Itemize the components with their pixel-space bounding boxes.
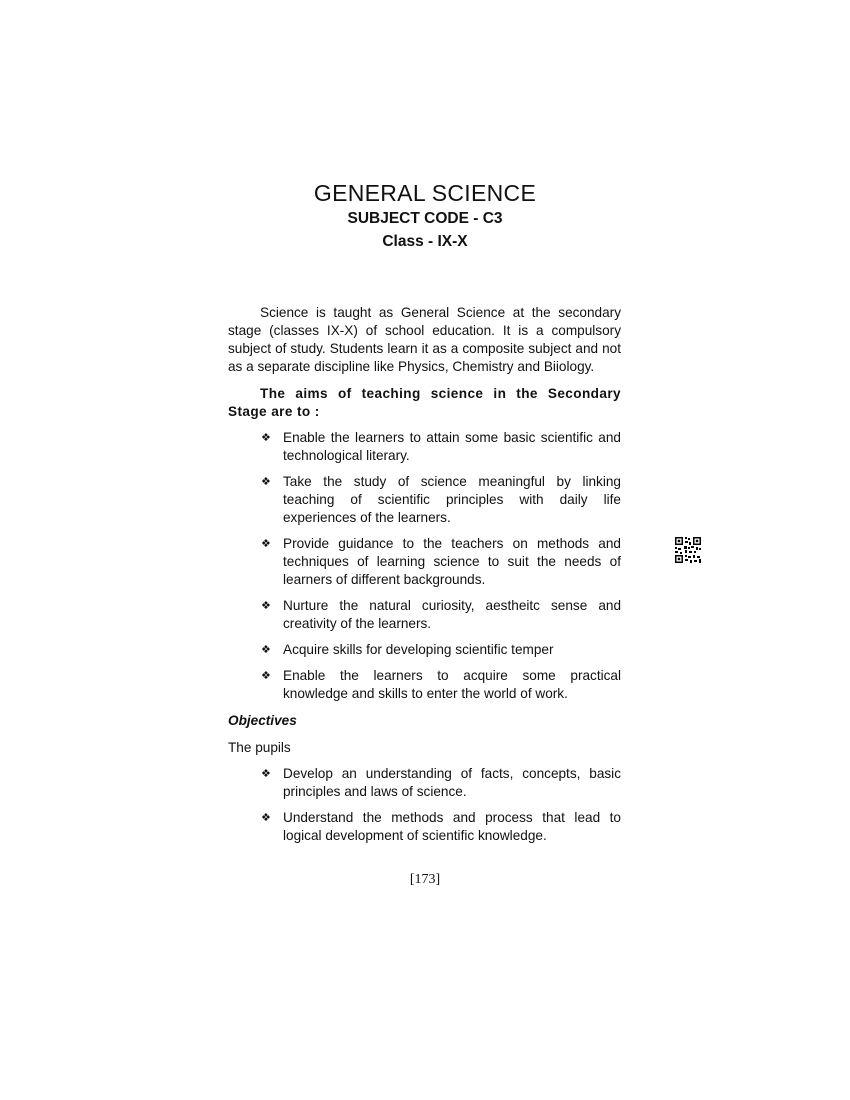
list-item-text: Enable the learners to acquire some practical knowledge and skills to enter the world of work. — [283, 668, 621, 701]
list-item-text: Understand the methods and process that lead to logical development of scientific knowledge. — [283, 810, 621, 843]
aims-list — [228, 429, 621, 703]
objectives-list — [228, 765, 621, 845]
page-title: GENERAL SCIENCE — [313, 180, 537, 206]
diamond-bullet-icon: ❖ — [261, 432, 271, 444]
list-item — [228, 765, 621, 801]
list-item — [228, 429, 621, 465]
list-item — [228, 535, 621, 589]
list-item — [228, 809, 621, 845]
class-label: Class - IX-X — [382, 233, 468, 250]
objectives-intro: The pupils — [228, 740, 291, 755]
list-item-text: Take the study of science meaningful by linking teaching of scientific principles with daily life experiences of the learners. — [283, 474, 621, 525]
list-item-text: Enable the learners to attain some basic scientific and technological literary. — [283, 430, 621, 463]
diamond-bullet-icon: ❖ — [261, 600, 271, 612]
page-number: [173] — [409, 872, 441, 887]
diamond-bullet-icon: ❖ — [261, 538, 271, 550]
list-item — [228, 597, 621, 633]
document-body — [228, 304, 621, 845]
diamond-bullet-icon: ❖ — [261, 812, 271, 824]
list-item-text: Nurture the natural curiosity, aestheitc sense and creativity of the learners. — [283, 598, 621, 631]
intro-paragraph: Science is taught as General Science at the secondary stage (classes IX-X) of school education. It is a compulsory subject of study. Students learn it as a composite subject and not as a separate discipline like Physics, Chemistry and Biiology. — [228, 305, 621, 374]
list-item — [228, 473, 621, 527]
diamond-bullet-icon: ❖ — [261, 476, 271, 488]
list-item — [228, 641, 621, 659]
aims-heading: The aims of teaching science in the Secondary Stage are to : — [228, 386, 621, 419]
qr-code-icon — [675, 537, 701, 563]
objectives-heading: Objectives — [228, 713, 297, 728]
diamond-bullet-icon: ❖ — [261, 768, 271, 780]
list-item-text: Acquire skills for developing scientific temper — [283, 642, 554, 657]
list-item-text: Develop an understanding of facts, concepts, basic principles and laws of science. — [283, 766, 621, 799]
subject-code: SUBJECT CODE - C3 — [347, 210, 503, 227]
list-item — [228, 667, 621, 703]
list-item-text: Provide guidance to the teachers on methods and techniques of learning science to suit the needs of learners of different backgrounds. — [283, 536, 621, 587]
diamond-bullet-icon: ❖ — [261, 644, 271, 656]
diamond-bullet-icon: ❖ — [261, 670, 271, 682]
